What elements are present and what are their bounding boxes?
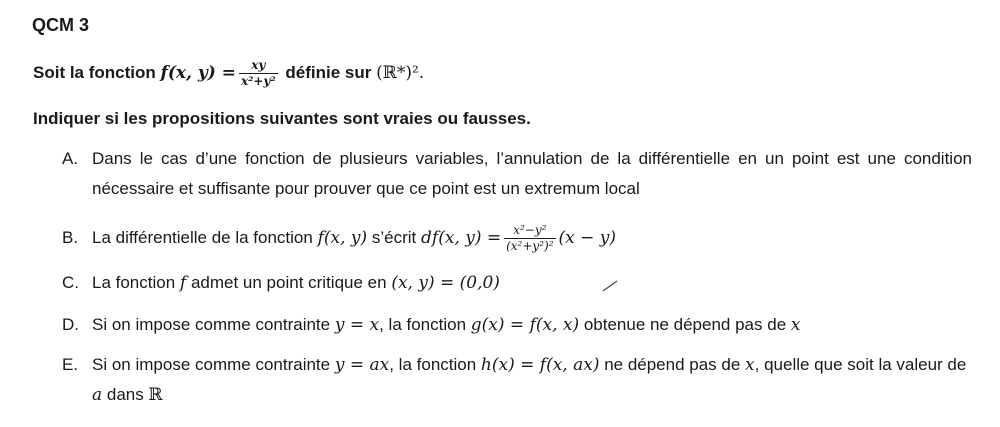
math-expression: ℝ	[148, 385, 163, 405]
pen-mark	[600, 278, 620, 294]
fraction-denominator: (x²+y²)²	[506, 239, 554, 254]
math-expression: x	[745, 355, 755, 375]
function-fraction	[239, 59, 278, 88]
fraction-denominator: x²+y²	[240, 74, 276, 89]
differential-fraction	[504, 224, 555, 253]
proposition-letter: A.	[62, 149, 79, 168]
math-expression: x	[790, 315, 801, 335]
text-segment: , quelle que soit la valeur de	[754, 355, 967, 374]
text-segment: dans	[106, 385, 144, 404]
statement-middle: définie sur	[285, 63, 372, 82]
text-segment: Si on impose comme contrainte	[92, 315, 331, 334]
math-expression: df(x, y) =	[421, 228, 502, 248]
math-expression: y = ax	[334, 355, 390, 375]
math-expression: (x − y)	[558, 228, 617, 248]
proposition-d	[62, 310, 972, 340]
proposition-letter: E.	[62, 355, 79, 374]
math-expression: f	[179, 273, 187, 293]
proposition-letter: D.	[62, 315, 79, 334]
function-definition: f(x, y) =	[160, 63, 236, 83]
math-expression: (x, y) = (0,0)	[391, 273, 500, 293]
math-expression: a	[92, 385, 103, 405]
statement-prefix: Soit la fonction	[33, 63, 156, 82]
math-expression: h(x) = f(x, ax)	[480, 355, 600, 375]
text-segment: admet un point critique en	[190, 273, 387, 292]
fraction-numerator: x²−y²	[504, 224, 555, 239]
proposition-letter: C.	[62, 273, 79, 292]
text-segment: Si on impose comme contrainte	[92, 355, 331, 374]
proposition-a	[62, 144, 972, 204]
qcm-title: QCM 3	[32, 15, 90, 35]
text-segment: s’écrit	[371, 228, 417, 247]
proposition-text: Dans le cas d’une fonction de plusieurs variables, l’annulation de la différentielle en un point est une condition nécessaire et suffisante pour prouver que ce point est un extremum local	[92, 149, 972, 198]
proposition-letter: B.	[62, 228, 79, 247]
function-statement	[33, 58, 424, 88]
fraction-numerator: xy	[239, 59, 278, 74]
instruction-text: Indiquer si les propositions suivantes sont vraies ou fausses.	[33, 109, 531, 128]
text-segment: La différentielle de la fonction	[92, 228, 313, 247]
text-segment: ne dépend pas de	[604, 355, 741, 374]
proposition-text	[92, 310, 972, 340]
text-segment: , la fonction	[379, 315, 467, 334]
text-segment: La fonction	[92, 273, 176, 292]
text-segment: , la fonction	[389, 355, 477, 374]
proposition-text	[92, 350, 972, 410]
math-expression: g(x) = f(x, x)	[470, 315, 580, 335]
proposition-text	[92, 268, 972, 298]
function-domain: (ℝ*)².	[376, 63, 425, 83]
proposition-text	[92, 223, 972, 253]
math-expression: f(x, y)	[317, 228, 368, 248]
proposition-e	[62, 350, 972, 410]
math-expression: y = x	[334, 315, 380, 335]
proposition-c	[62, 268, 972, 298]
text-segment: obtenue ne dépend pas de	[583, 315, 787, 334]
proposition-b	[62, 223, 972, 253]
